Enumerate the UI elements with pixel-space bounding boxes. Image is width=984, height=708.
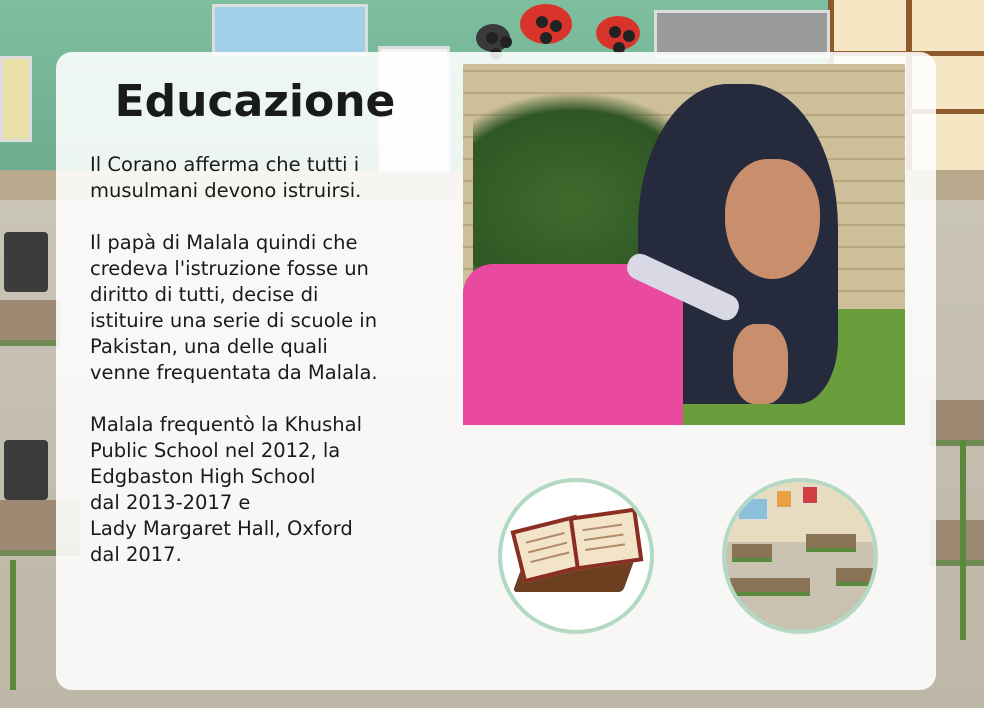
desk — [0, 300, 60, 346]
classroom-desk — [730, 578, 810, 596]
classroom-desk — [732, 544, 772, 562]
classroom-poster — [776, 490, 792, 508]
map-poster — [0, 56, 32, 142]
slide-body — [90, 152, 460, 594]
paragraph-education-history: Malala frequentò la Khushal Public School nel 2012, la Edgbaston High School dal 2013-2017 e Lady Margaret Hall, Oxford dal 2017. — [90, 413, 362, 566]
desk-leg — [10, 560, 16, 690]
paragraph-quran: Il Corano afferma che tutti i musulmani devono istruirsi. — [90, 153, 362, 202]
desk — [930, 400, 984, 446]
koran-circle-image — [498, 478, 654, 634]
chair — [4, 232, 48, 292]
photo-face — [725, 159, 820, 279]
cabinet — [654, 10, 830, 58]
malala-photo — [463, 64, 905, 425]
classroom-poster — [738, 498, 768, 520]
desk — [930, 520, 984, 566]
classroom-poster — [802, 486, 818, 504]
chair — [4, 440, 48, 500]
bug-decoration — [476, 24, 510, 52]
book-right-page — [569, 508, 644, 571]
ladybug-decoration — [520, 4, 572, 44]
slide-title: Educazione — [114, 76, 396, 127]
paragraph-schools: Il papà di Malala quindi che credeva l'istruzione fosse un diritto di tutti, decise di istituire una serie di scuole in Pakistan, una delle quali venne frequentata da Malala. — [90, 231, 378, 384]
classroom-circle-image — [722, 478, 878, 634]
classroom-desk — [836, 568, 876, 586]
photo-hand — [733, 324, 788, 404]
ladybug-decoration — [596, 16, 640, 50]
classroom-desk — [806, 534, 856, 552]
lighthouse-poster — [212, 4, 368, 56]
desk-leg — [960, 440, 966, 640]
photo-pink-backpack — [463, 264, 683, 425]
